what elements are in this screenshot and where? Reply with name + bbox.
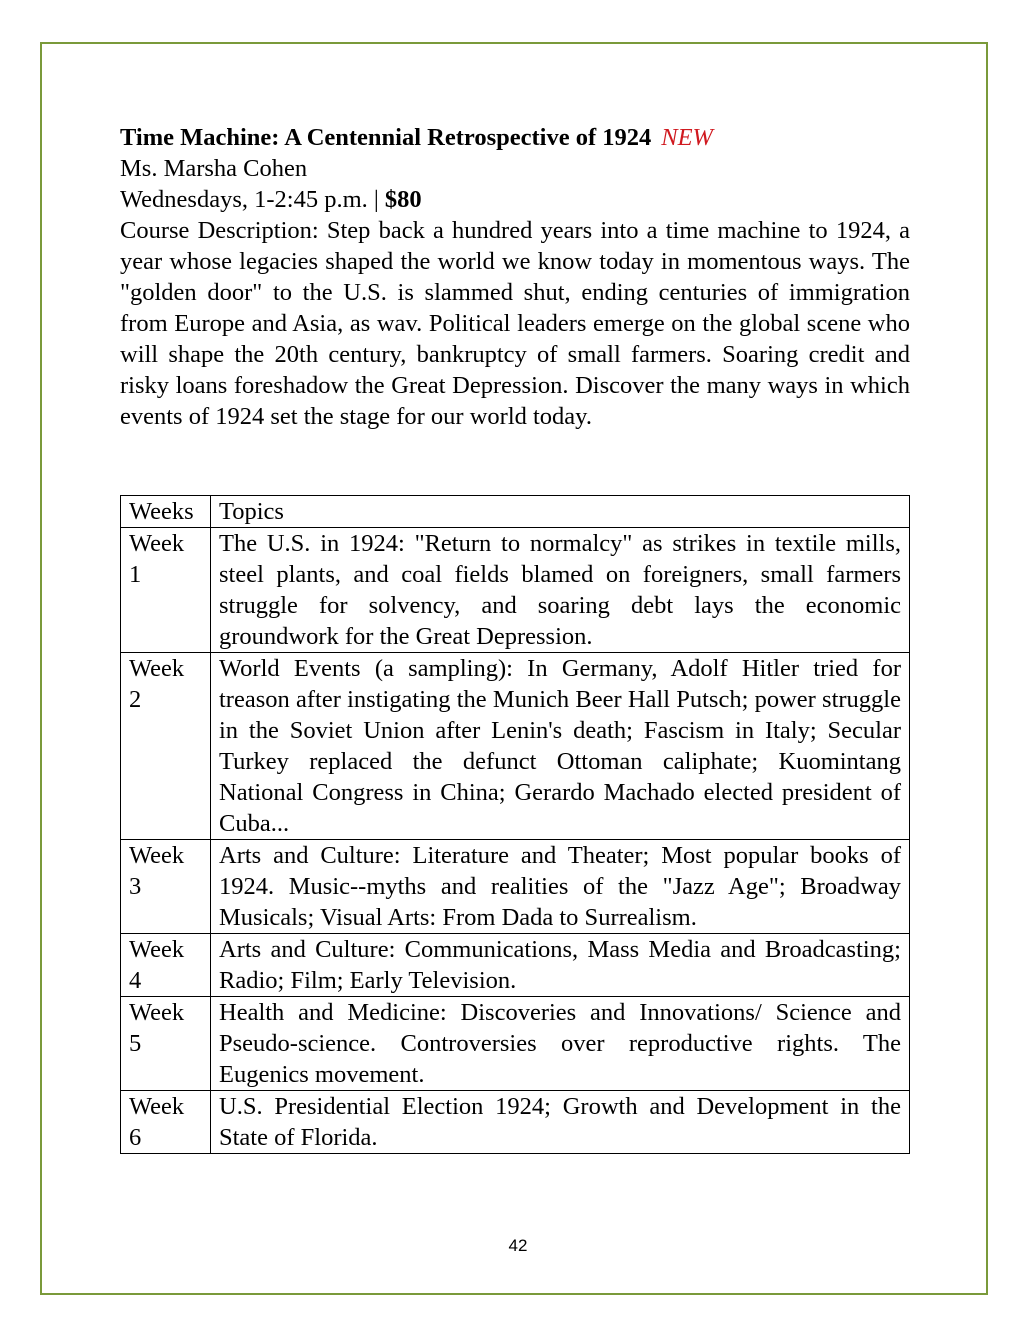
week-label: Week 5 <box>121 997 211 1091</box>
week-label: Week 6 <box>121 1091 211 1154</box>
instructor-name: Ms. Marsha Cohen <box>120 155 308 182</box>
schedule-text: Wednesdays, 1-2:45 p.m. | <box>120 186 379 213</box>
course-price: $80 <box>384 186 422 213</box>
week-label: Week 3 <box>121 840 211 934</box>
schedule-line <box>120 184 910 215</box>
table-row <box>121 934 910 997</box>
header-topics: Topics <box>211 496 910 528</box>
week-label: Week 1 <box>121 528 211 653</box>
topics-table <box>120 495 910 1154</box>
week-topic: U.S. Presidential Election 1924; Growth and Development in the State of Florida. <box>211 1091 910 1154</box>
header-weeks: Weeks <box>121 496 211 528</box>
week-label: Week 4 <box>121 934 211 997</box>
course-description: Course Description: Step back a hundred years into a time machine to 1924, a year whose legacies shaped the world we know today in momentous ways. The "golden door" to the U.S. is slammed shut, ending centuries of immigration from Europe and Asia, as wav. Political leaders emerge on the global scene who will shape the 20th century, bankruptcy of small farmers. Soaring credit and risky loans foreshadow the Great Depression. Discover the many ways in which events of 1924 set the stage for our world today. <box>120 217 910 430</box>
page-number: 42 <box>508 1236 528 1255</box>
week-topic: The U.S. in 1924: "Return to normalcy" as strikes in textile mills, steel plants, and coal fields blamed on foreigners, small farmers struggle for solvency, and soaring debt lays the economic groundwork for the Great Depression. <box>211 528 910 653</box>
week-topic: Arts and Culture: Communications, Mass Media and Broadcasting; Radio; Film; Early Television. <box>211 934 910 997</box>
table-row <box>121 1091 910 1154</box>
table-row <box>121 528 910 653</box>
week-topic: World Events (a sampling): In Germany, Adolf Hitler tried for treason after instigating the Munich Beer Hall Putsch; power struggle in the Soviet Union after Lenin's death; Fascism in Italy; Secular Turkey replaced the defunct Ottoman caliphate; Kuomintang National Congress in China; Gerardo Machado elected president of Cuba... <box>211 653 910 840</box>
week-label: Week 2 <box>121 653 211 840</box>
week-topic: Arts and Culture: Literature and Theater; Most popular books of 1924. Music--myths and realities of the "Jazz Age"; Broadway Musicals; Visual Arts: From Dada to Surrealism. <box>211 840 910 934</box>
table-header-row <box>121 496 910 528</box>
course-header <box>120 122 910 432</box>
table-row <box>121 840 910 934</box>
course-title: Time Machine: A Centennial Retrospective of 1924 <box>120 124 652 151</box>
new-badge: NEW <box>661 124 713 151</box>
table-row <box>121 997 910 1091</box>
week-topic: Health and Medicine: Discoveries and Innovations/ Science and Pseudo-science. Controversies over reproductive rights. The Eugenics movement. <box>211 997 910 1091</box>
table-row <box>121 653 910 840</box>
course-title-line <box>120 122 910 153</box>
